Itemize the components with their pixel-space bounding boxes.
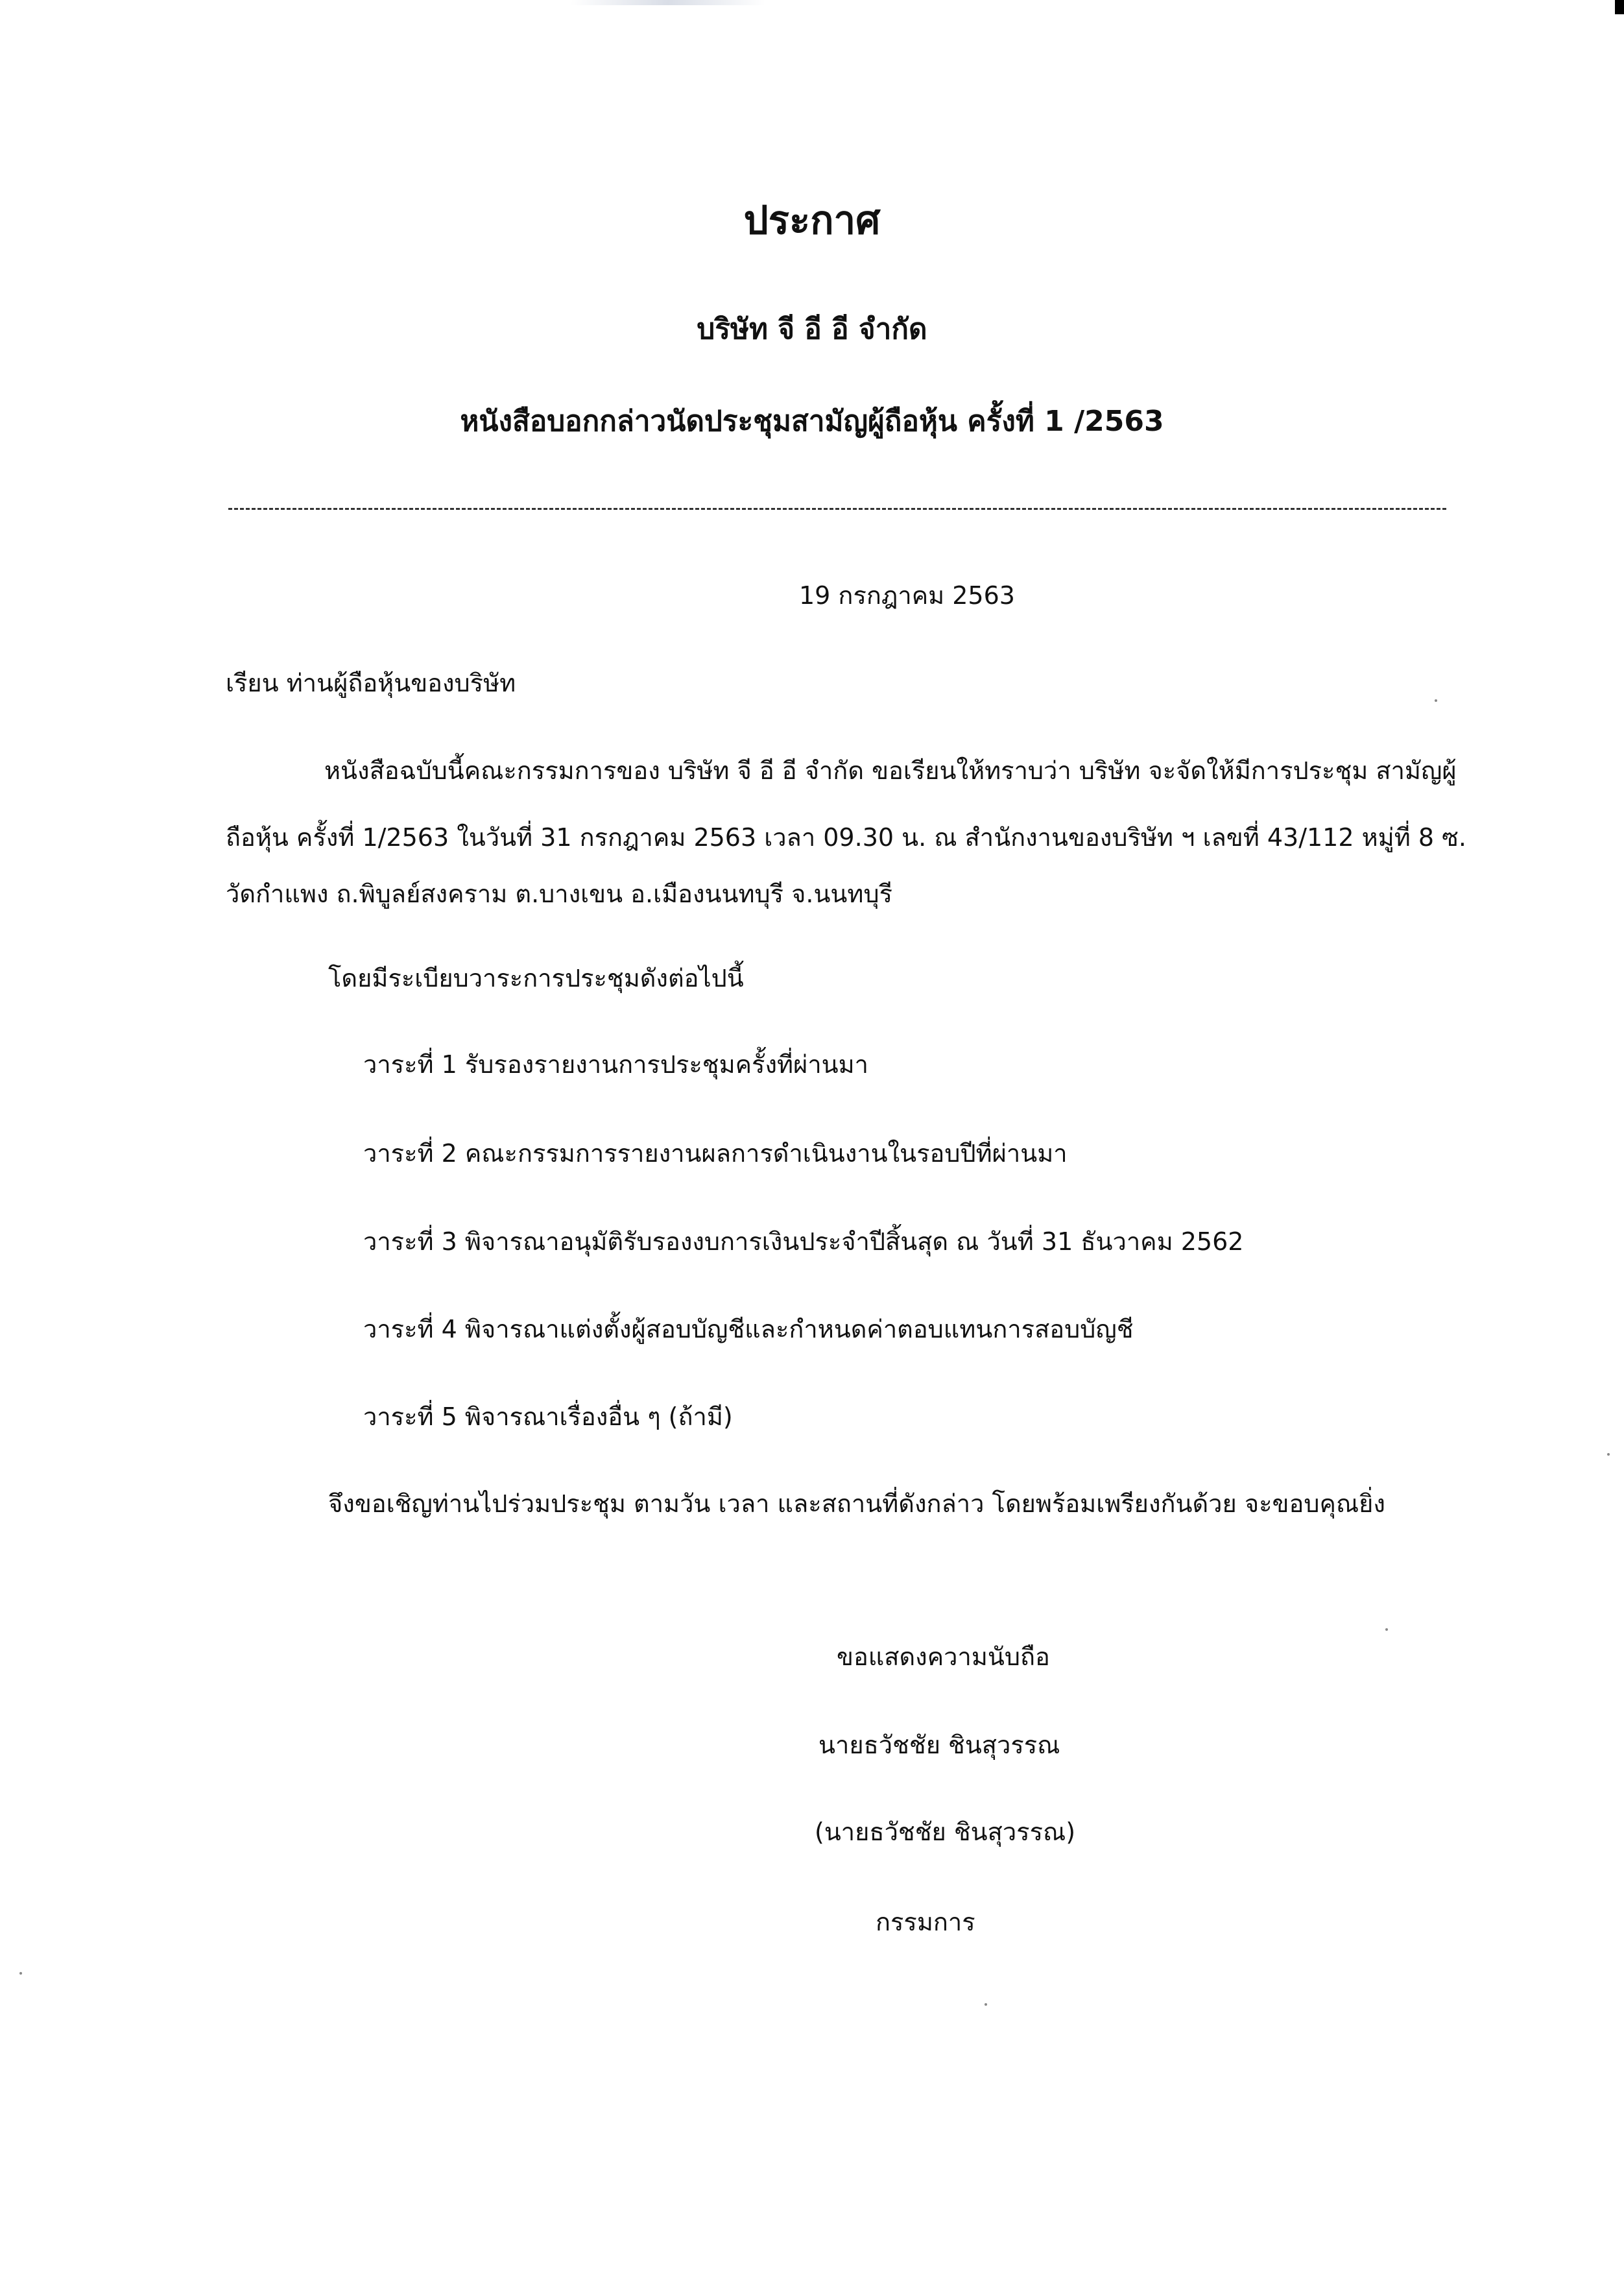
scan-speck [1385, 1628, 1388, 1631]
agenda-item-3: วาระที่ 3 พิจารณาอนุมัติรับรองงบการเงินประจำปีสิ้นสุด ณ วันที่ 31 ธันวาคม 2562 [363, 1227, 1244, 1256]
letter-date: 19 กรกฎาคม 2563 [799, 581, 1015, 610]
dashed-divider [228, 508, 1446, 510]
scan-speck [19, 1972, 22, 1975]
agenda-item-2: วาระที่ 2 คณะกรรมการรายงานผลการดำเนินงานในรอบปีที่ผ่านมา [363, 1139, 1068, 1168]
agenda-intro: โดยมีระเบียบวาระการประชุมดังต่อไปนี้ [328, 964, 744, 992]
body-line-3: วัดกำแพง ถ.พิบูลย์สงคราม ต.บางเขน อ.เมืองนนทบุรี จ.นนทบุรี [226, 880, 892, 908]
signatory-printed-name: (นายธวัชชัย ชินสุวรรณ) [815, 1818, 1076, 1846]
body-line-2: ถือหุ้น ครั้งที่ 1/2563 ในวันที่ 31 กรกฎาคม 2563 เวลา 09.30 น. ณ สำนักงานของบริษัท ฯ เลขที่ 43/112 หมู่ที่ 8 ซ. [226, 823, 1466, 852]
agenda-item-1: วาระที่ 1 รับรองรายงานการประชุมครั้งที่ผ่านมา [363, 1050, 869, 1079]
scan-artifact-top [571, 0, 765, 5]
body-line-1: หนังสือฉบับนี้คณะกรรมการของ บริษัท จี อี อี จำกัด ขอเรียนให้ทราบว่า บริษัท จะจัดให้มีการประชุม สามัญผู้ [324, 756, 1457, 785]
meeting-notice-subject: หนังสือบอกกล่าวนัดประชุมสามัญผู้ถือหุ้น ครั้งที่ 1 /2563 [460, 405, 1164, 438]
scan-speck [1607, 1453, 1610, 1456]
salutation: เรียน ท่านผู้ถือหุ้นของบริษัท [226, 669, 516, 697]
signatory-position: กรรมการ [876, 1908, 975, 1936]
scan-speck [985, 2003, 987, 2006]
scan-speck [1435, 699, 1437, 702]
invitation-line: จึงขอเชิญท่านไปร่วมประชุม ตามวัน เวลา และสถานที่ดังกล่าว โดยพร้อมเพรียงกันด้วย จะขอบคุณยิ่ง [328, 1489, 1385, 1518]
scan-artifact-corner [1615, 0, 1624, 14]
agenda-item-5: วาระที่ 5 พิจารณาเรื่องอื่น ๆ (ถ้ามี) [363, 1402, 733, 1431]
announcement-title: ประกาศ [743, 198, 881, 243]
signatory-name: นายธวัชชัย ชินสุวรรณ [818, 1731, 1060, 1759]
agenda-item-4: วาระที่ 4 พิจารณาแต่งตั้งผู้สอบบัญชีและกำหนดค่าตอบแทนการสอบบัญชี [363, 1315, 1134, 1343]
company-name: บริษัท จี อี อี จำกัด [697, 313, 927, 346]
closing-phrase: ขอแสดงความนับถือ [837, 1642, 1050, 1671]
